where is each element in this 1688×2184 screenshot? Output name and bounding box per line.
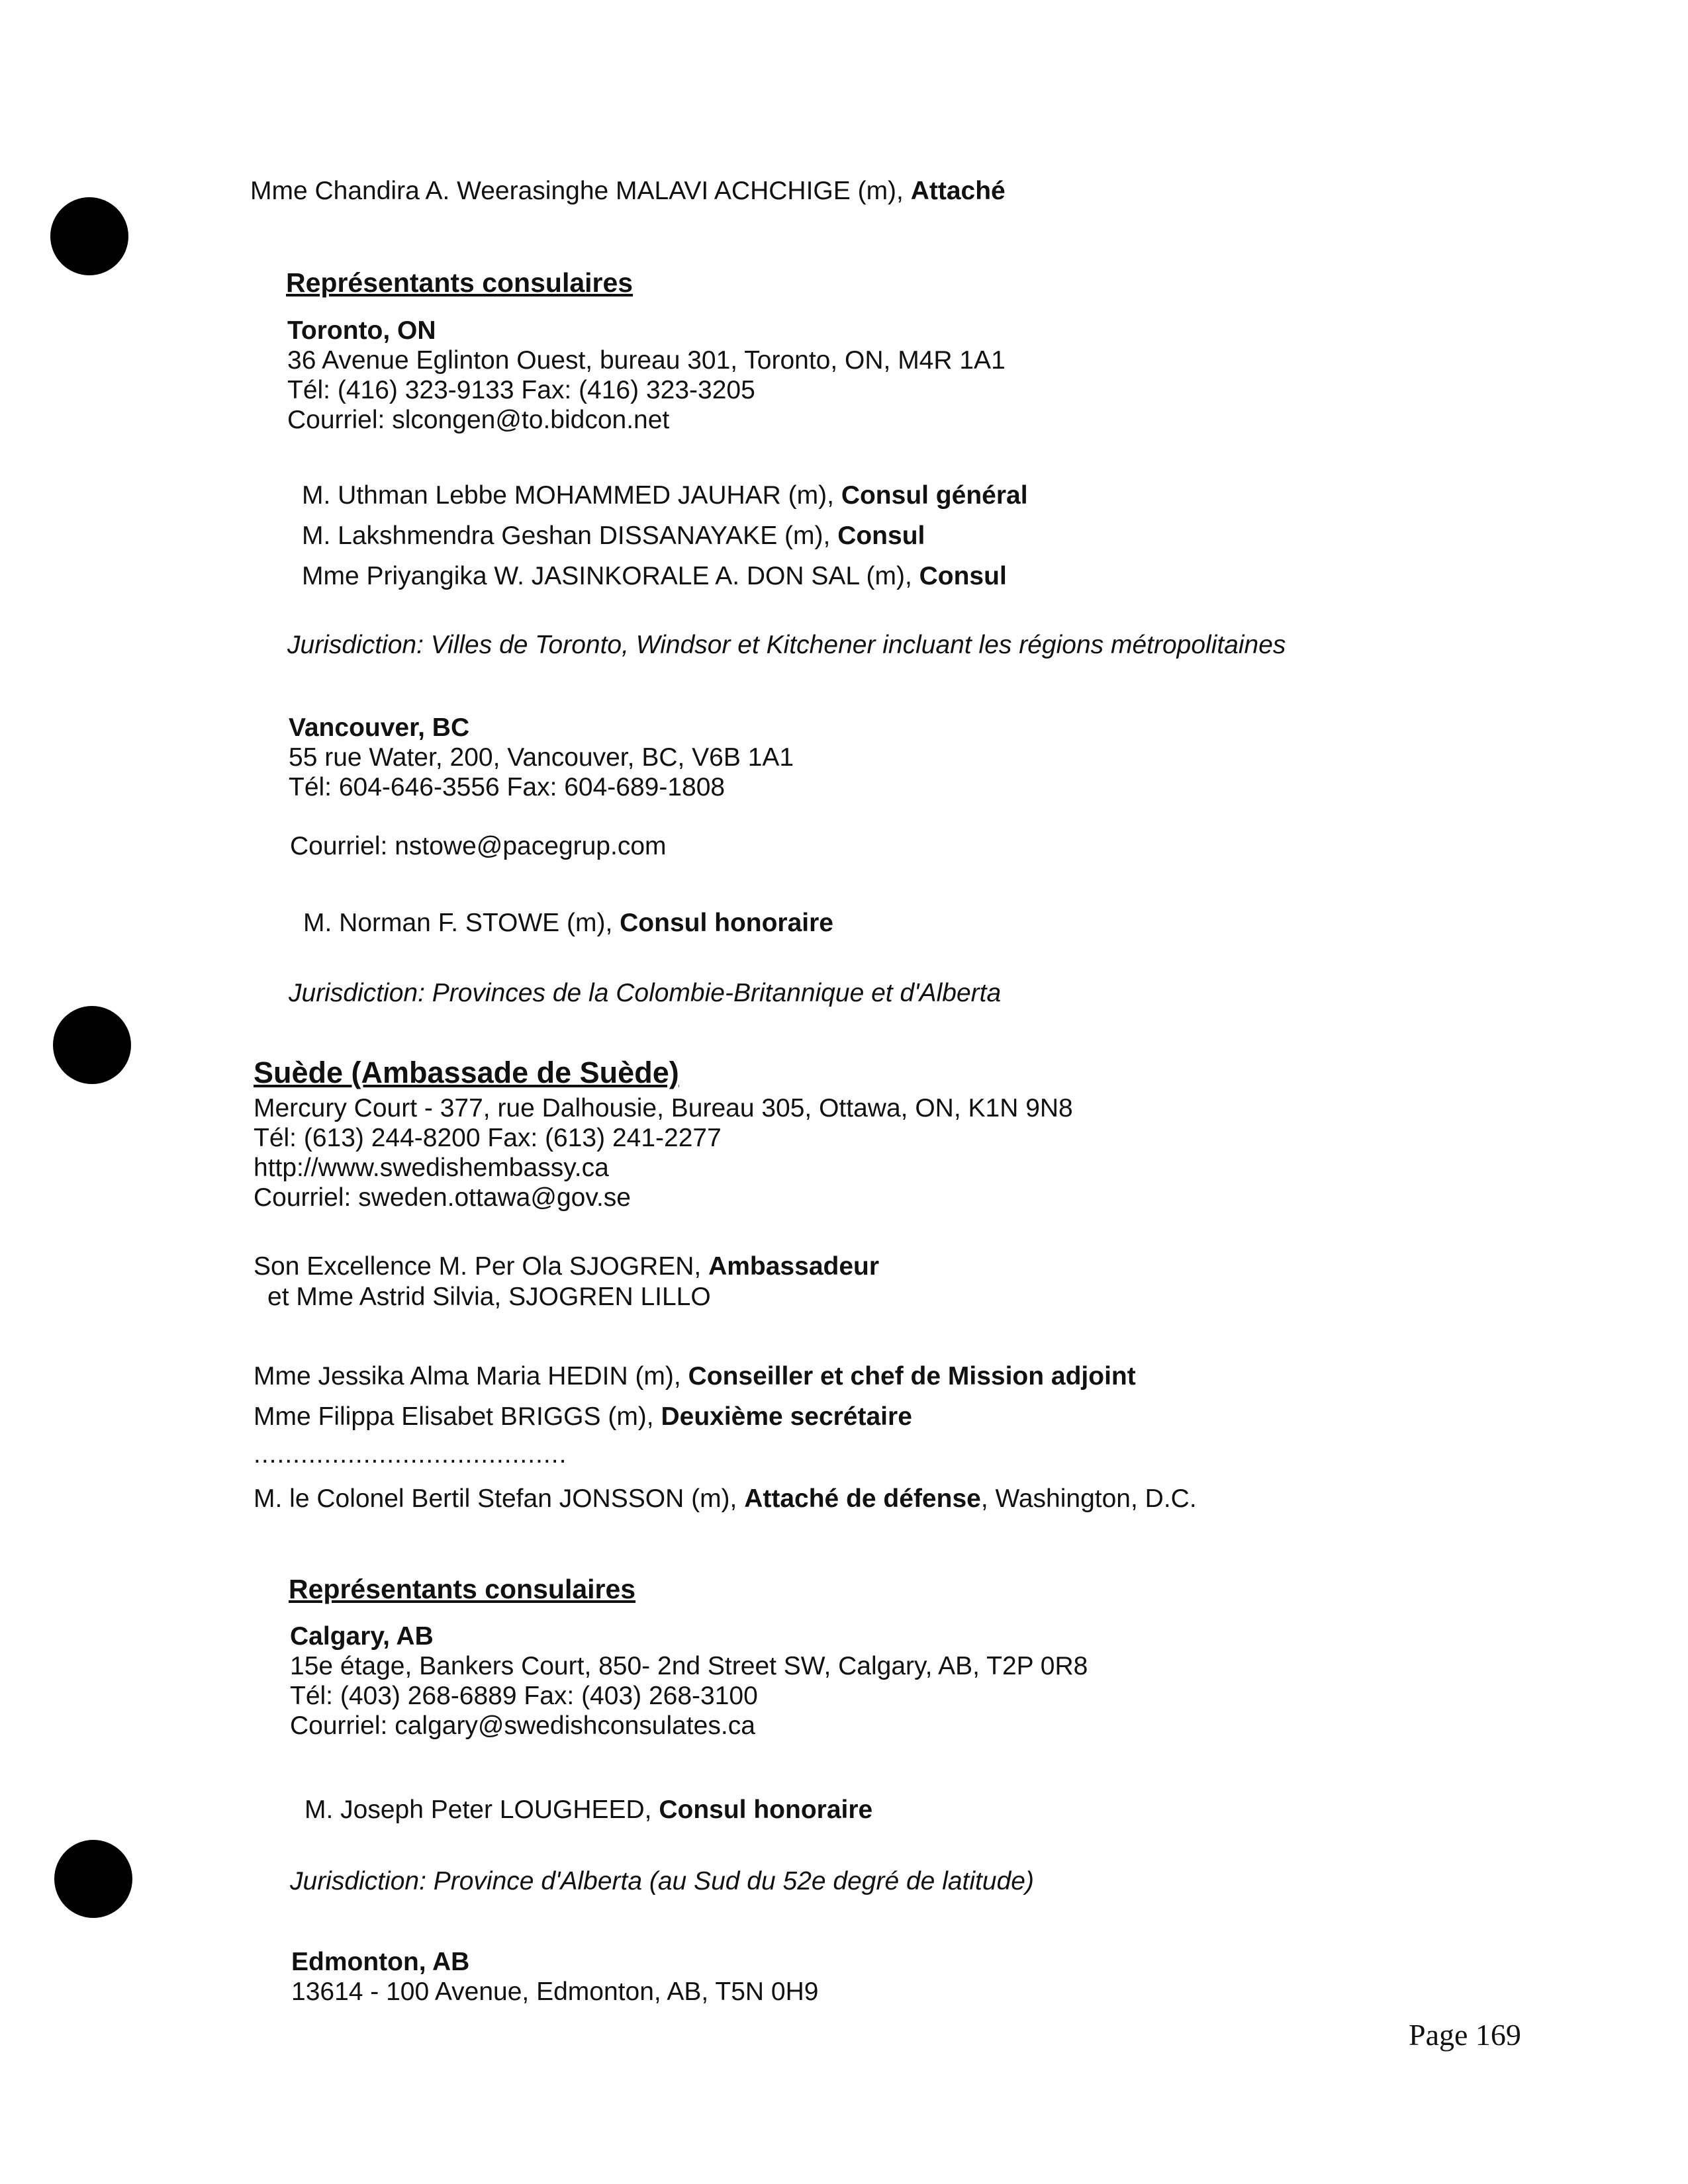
- staff-location: , Washington, D.C.: [980, 1484, 1197, 1513]
- consulate-phone-vancouver: Tél: 604-646-3556 Fax: 604-689-1808: [289, 773, 726, 801]
- country-heading-sweden: Suède (Ambassade de Suède): [254, 1056, 679, 1089]
- consulate-city-calgary: Calgary, AB: [290, 1622, 434, 1651]
- ambassador-title: Ambassadeur: [708, 1252, 880, 1281]
- page-number: Page 169: [1409, 2018, 1521, 2052]
- ambassador-name: Son Excellence M. Per Ola SJOGREN,: [254, 1252, 709, 1281]
- punch-hole-middle: [53, 1006, 131, 1084]
- staff-name: Mme Chandira A. Weerasinghe MALAVI ACHCHIGE (m),: [250, 177, 911, 205]
- person-title: Consul: [919, 562, 1007, 590]
- consulate-email-calgary: Courriel: calgary@swedishconsulates.ca: [290, 1711, 755, 1740]
- person-name: M. Lakshmendra Geshan DISSANAYAKE (m),: [302, 522, 838, 550]
- person-name: Mme Priyangika W. JASINKORALE A. DON SAL (m),: [302, 562, 919, 590]
- embassy-address-sweden: Mercury Court - 377, rue Dalhousie, Bureau 305, Ottawa, ON, K1N 9N8: [254, 1094, 1073, 1122]
- embassy-phone-sweden: Tél: (613) 244-8200 Fax: (613) 241-2277: [254, 1124, 722, 1152]
- person-name: M. Norman F. STOWE (m),: [303, 909, 620, 937]
- staff-entry-attache: [250, 176, 1006, 206]
- embassy-email-sweden: Courriel: sweden.ottawa@gov.se: [254, 1183, 631, 1212]
- consulate-address-calgary: 15e étage, Bankers Court, 850- 2nd Street SW, Calgary, AB, T2P 0R8: [290, 1652, 1088, 1680]
- punch-hole-top: [50, 197, 128, 275]
- consulate-phone-toronto: Tél: (416) 323-9133 Fax: (416) 323-3205: [287, 376, 755, 404]
- person-title: Consul général: [841, 481, 1028, 510]
- staff-name: Mme Filippa Elisabet BRIGGS (m),: [254, 1402, 661, 1431]
- person-title: Consul: [837, 522, 925, 550]
- person-name: M. Joseph Peter LOUGHEED,: [305, 1796, 659, 1824]
- embassy-website-sweden: http://www.swedishembassy.ca: [254, 1154, 609, 1182]
- consular-person-toronto-1: [302, 480, 1028, 511]
- consular-heading-srilanka: Représentants consulaires: [286, 267, 633, 298]
- ambassador-spouse: et Mme Astrid Silvia, SJOGREN LILLO: [267, 1283, 711, 1311]
- consulate-phone-calgary: Tél: (403) 268-6889 Fax: (403) 268-3100: [290, 1682, 758, 1710]
- staff-title: Deuxième secrétaire: [661, 1402, 912, 1431]
- consulate-email-vancouver: Courriel: nstowe@pacegrup.com: [290, 832, 667, 860]
- consular-person-toronto-2: [302, 521, 925, 551]
- consulate-city-edmonton: Edmonton, AB: [291, 1948, 470, 1976]
- staff-title: Attaché de défense: [744, 1484, 981, 1513]
- staff-title: Attaché: [910, 177, 1006, 205]
- consular-person-calgary-1: [305, 1795, 872, 1825]
- consulate-email-toronto: Courriel: slcongen@to.bidcon.net: [287, 406, 670, 434]
- jurisdiction-toronto: Jurisdiction: Villes de Toronto, Windsor et Kitchener incluant les régions métropolitaines: [287, 631, 1286, 659]
- person-name: M. Uthman Lebbe MOHAMMED JAUHAR (m),: [302, 481, 841, 510]
- punch-hole-bottom: [54, 1840, 132, 1918]
- staff-entry-sweden-1: [254, 1361, 1136, 1392]
- person-title: Consul honoraire: [659, 1796, 873, 1824]
- consular-person-vancouver-1: [303, 908, 833, 938]
- staff-name: Mme Jessika Alma Maria HEDIN (m),: [254, 1362, 688, 1390]
- consulate-address-vancouver: 55 rue Water, 200, Vancouver, BC, V6B 1A1: [289, 743, 794, 772]
- jurisdiction-vancouver: Jurisdiction: Provinces de la Colombie-Britannique et d'Alberta: [289, 979, 1002, 1007]
- person-title: Consul honoraire: [620, 909, 833, 937]
- consular-person-toronto-3: [302, 561, 1007, 592]
- staff-title: Conseiller et chef de Mission adjoint: [688, 1362, 1136, 1390]
- consulate-address-edmonton: 13614 - 100 Avenue, Edmonton, AB, T5N 0H9: [291, 1978, 819, 2006]
- staff-entry-sweden-2: [254, 1402, 912, 1432]
- staff-name: M. le Colonel Bertil Stefan JONSSON (m),: [254, 1484, 745, 1513]
- consulate-city-toronto: Toronto, ON: [287, 316, 436, 345]
- consulate-address-toronto: 36 Avenue Eglinton Ouest, bureau 301, Toronto, ON, M4R 1A1: [287, 346, 1006, 375]
- consular-heading-sweden: Représentants consulaires: [289, 1574, 636, 1604]
- jurisdiction-calgary: Jurisdiction: Province d'Alberta (au Sud du 52e degré de latitude): [290, 1867, 1034, 1895]
- ambassador-entry: [254, 1251, 879, 1282]
- staff-entry-defense-attache: [254, 1484, 1197, 1514]
- dotted-separator: ........................................: [254, 1440, 567, 1469]
- consulate-city-vancouver: Vancouver, BC: [289, 713, 470, 742]
